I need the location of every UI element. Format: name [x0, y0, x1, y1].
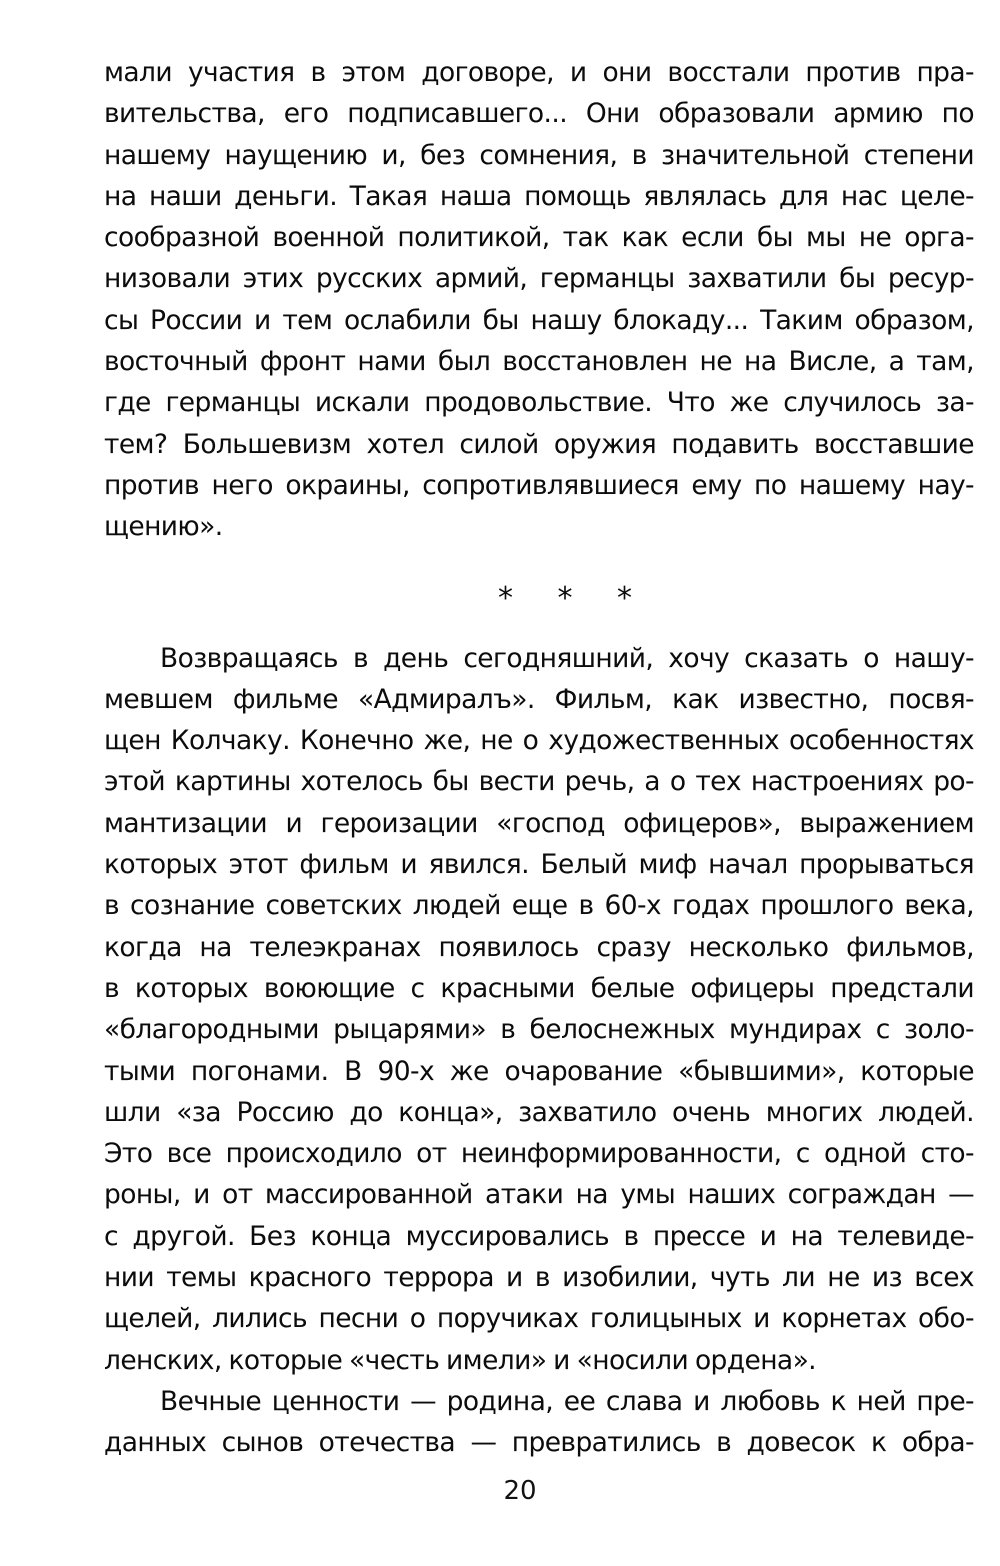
text-line: вительства, его подписавшего... Они образовали армию по [104, 98, 974, 130]
text-line: Это все происходило от неинформированности, с одной сто- [104, 1138, 974, 1170]
text-line: низовали этих русских армий, германцы захватили бы ресур- [104, 263, 974, 295]
text-line: которых этот фильм и явился. Белый миф начал прорываться [104, 849, 974, 881]
paragraph-admiral [104, 638, 974, 1381]
text-line: против него окраины, сопротивлявшиеся ему по нашему нау- [104, 469, 974, 501]
paragraph-eternal-values [104, 1381, 974, 1464]
text-line: где германцы искали продовольствие. Что же случилось за- [104, 387, 974, 419]
text-line: ленских, которые «честь имели» и «носили ордена». [104, 1344, 817, 1376]
text-line: тыми погонами. В 90-х же очарование «бывшими», которые [104, 1055, 974, 1087]
text-line: сообразной военной политикой, так как если бы мы не орга- [104, 222, 974, 254]
page-number: 20 [503, 1476, 537, 1506]
text-line: в сознание советских людей еще в 60-х годах прошлого века, [104, 890, 974, 922]
text-line: Возвращаясь в день сегодняшний, хочу сказать о нашу- [160, 642, 974, 674]
text-line: «благородными рыцарями» в белоснежных мундирах с золо- [104, 1014, 974, 1046]
text-line: когда на телеэкранах появилось сразу несколько фильмов, [104, 931, 974, 963]
text-line: щелей, лились песни о поручиках голицыных и корнетах обо- [104, 1303, 974, 1335]
text-line: щению». [104, 511, 223, 543]
section-separator: * * * [497, 580, 651, 616]
text-line: с другой. Без конца муссировались в прессе и на телевиде- [104, 1220, 974, 1252]
text-line: мантизации и героизации «господ офицеров», выражением [104, 807, 974, 839]
text-line: нашему наущению и, без сомнения, в значительной степени [104, 139, 974, 171]
text-line: этой картины хотелось бы вести речь, а о тех настроениях ро- [104, 766, 974, 798]
text-line: нии темы красного террора и в изобилии, чуть ли не из всех [104, 1262, 974, 1294]
text-line: шли «за Россию до конца», захватило очень многих людей. [104, 1096, 974, 1128]
quote-block [104, 52, 974, 548]
text-line: на наши деньги. Такая наша помощь являлась для нас целе- [104, 180, 974, 212]
text-line: Вечные ценности — родина, ее слава и любовь к ней пре- [160, 1385, 974, 1417]
text-line: тем? Большевизм хотел силой оружия подавить восставшие [104, 428, 974, 460]
text-line: мали участия в этом договоре, и они восстали против пра- [104, 57, 974, 88]
text-line: в которых воюющие с красными белые офицеры предстали [104, 972, 974, 1004]
text-line: данных сынов отечества — превратились в довесок к обра- [104, 1427, 974, 1459]
text-line: восточный фронт нами был восстановлен не на Висле, а там, [104, 346, 974, 378]
text-line: мевшем фильме «Адмиралъ». Фильм, как известно, посвя- [104, 683, 974, 715]
text-line: щен Колчаку. Конечно же, не о художественных особенностях [104, 725, 974, 757]
text-line: роны, и от массированной атаки на умы наших сограждан — [104, 1179, 974, 1211]
text-line: сы России и тем ослабили бы нашу блокаду... Таким образом, [104, 304, 974, 336]
